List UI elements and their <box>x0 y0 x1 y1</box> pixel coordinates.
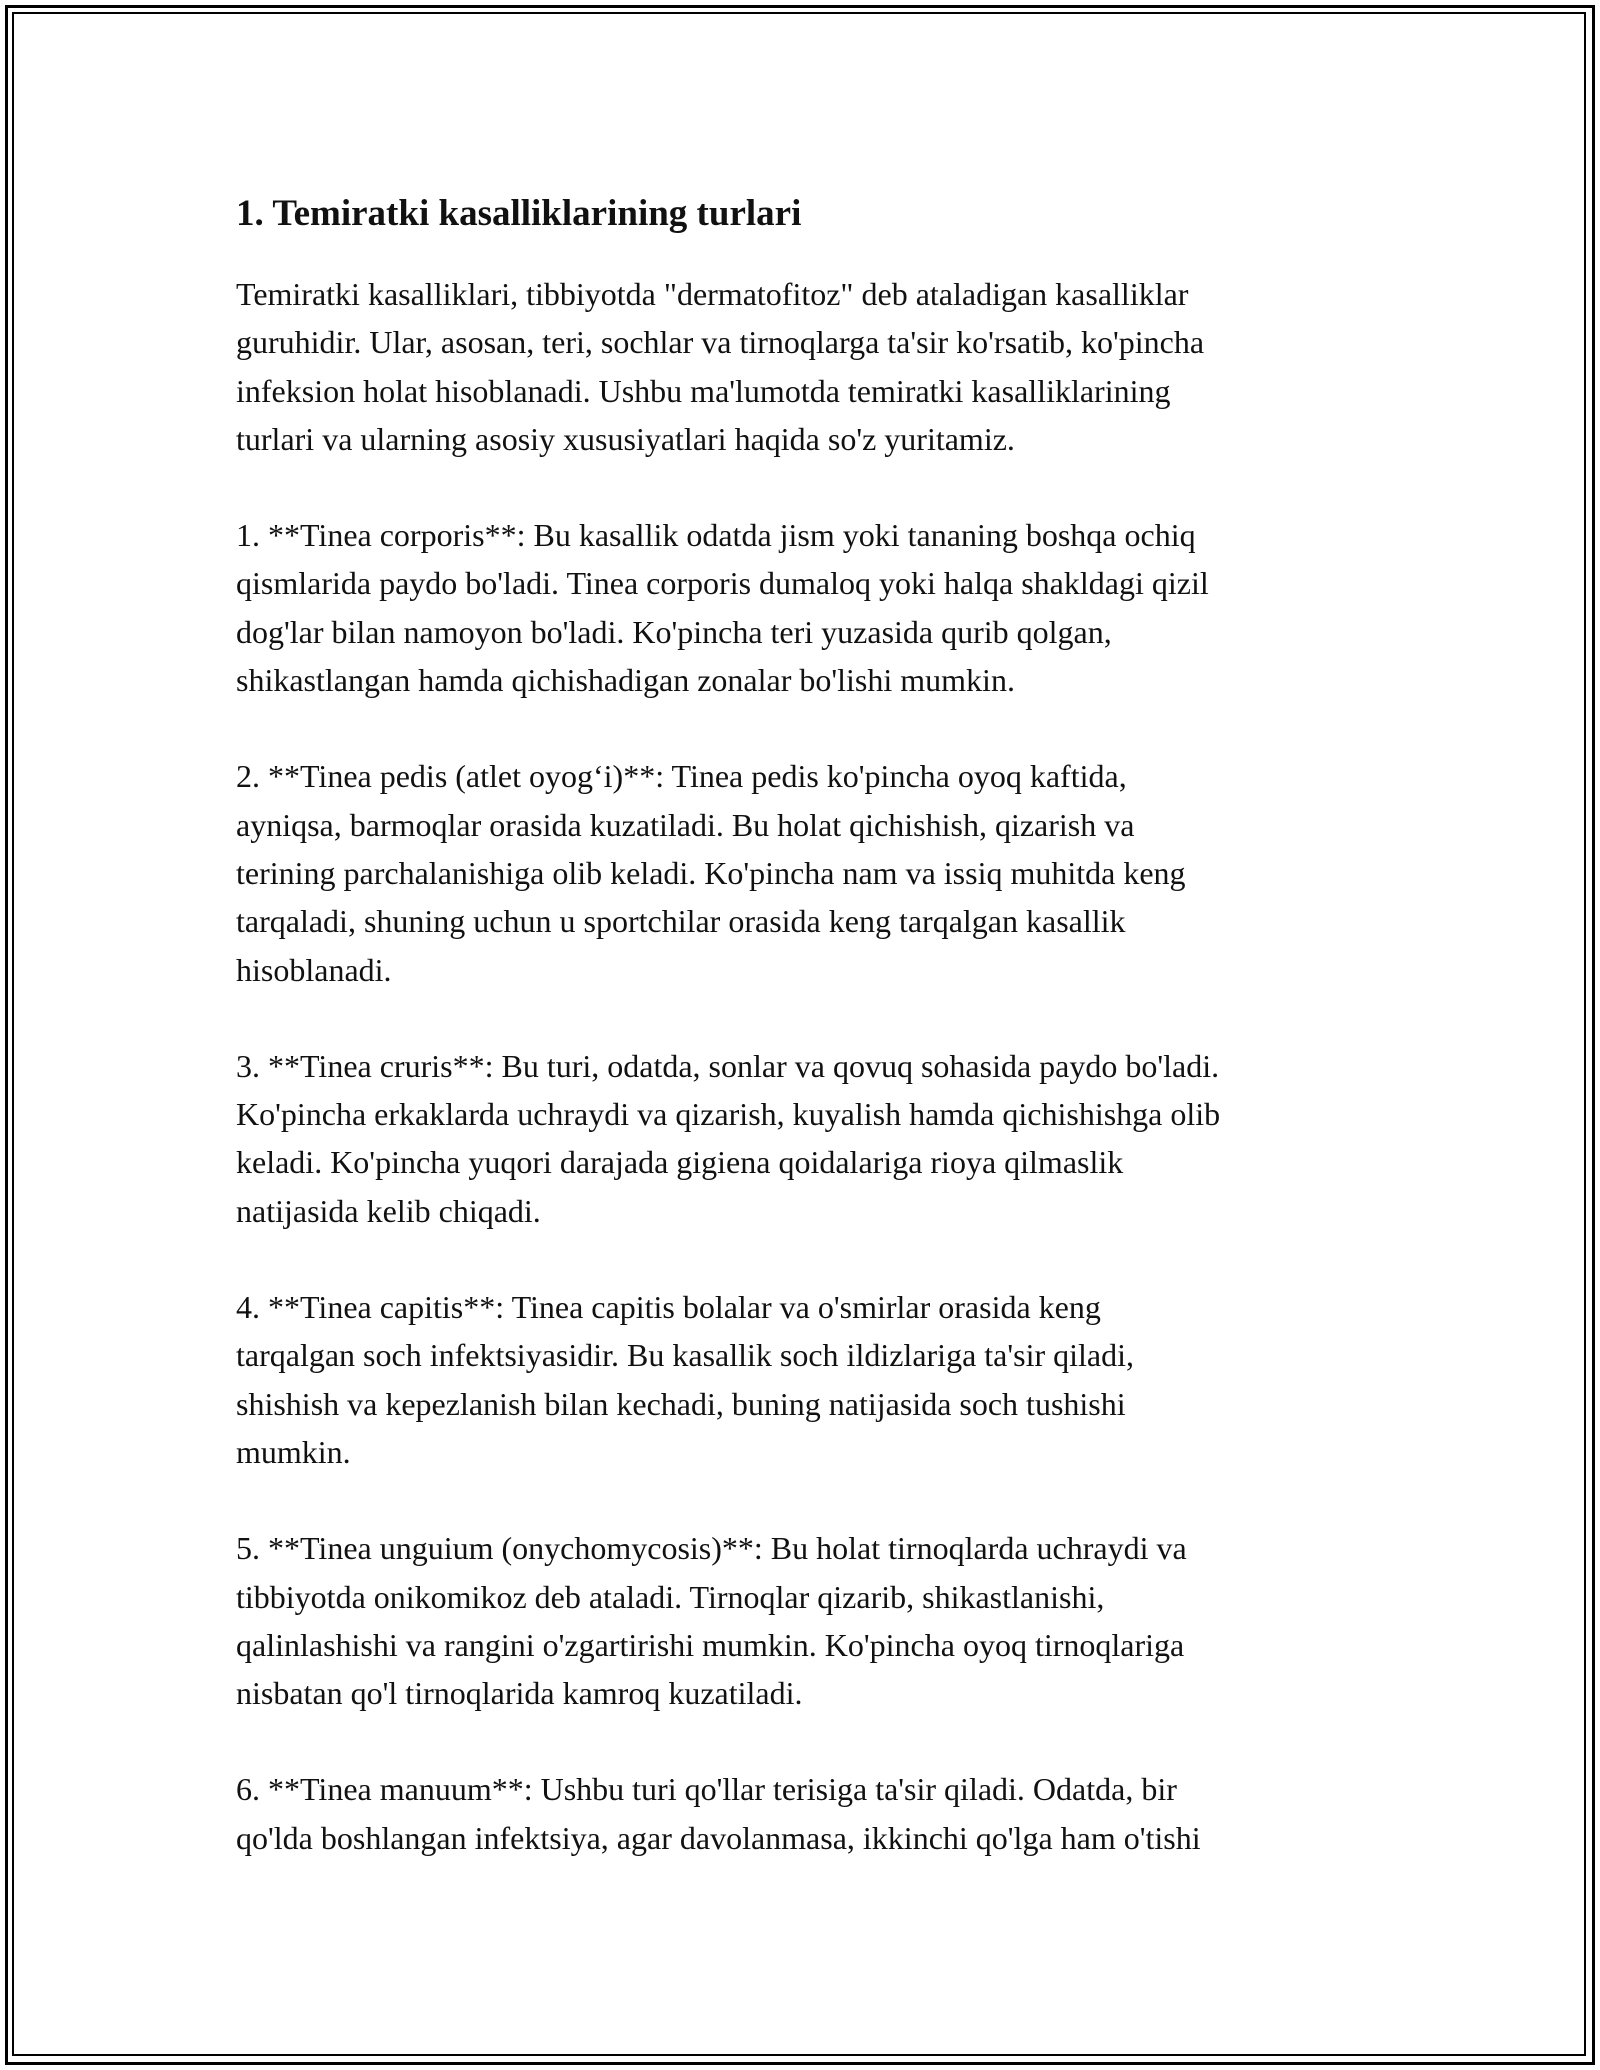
text-line: nisbatan qo'l tirnoqlarida kamroq kuzatiladi. <box>236 1675 803 1712</box>
document-body <box>236 186 1376 1910</box>
text-line: 4. **Tinea capitis**: Tinea capitis bolalar va o'smirlar orasida keng <box>236 1289 1101 1326</box>
text-line: 6. **Tinea manuum**: Ushbu turi qo'llar terisiga ta'sir qiladi. Odatda, bir <box>236 1771 1177 1808</box>
text-line: mumkin. <box>236 1433 351 1470</box>
text-line: hisoblanadi. <box>236 951 392 988</box>
text-line: shishish va kepezlanish bilan kechadi, buning natijasida soch tushishi <box>236 1385 1126 1422</box>
text-line: turlari va ularning asosiy xususiyatlari haqida so'z yuritamiz. <box>236 420 1015 457</box>
paragraph <box>236 511 1376 704</box>
text-line: tarqalgan soch infektsiyasidir. Bu kasallik soch ildizlariga ta'sir qiladi, <box>236 1337 1134 1374</box>
paragraph <box>236 270 1376 463</box>
text-line: shikastlangan hamda qichishadigan zonalar bo'lishi mumkin. <box>236 662 1015 699</box>
text-line: Temiratki kasalliklari, tibbiyotda "dermatofitoz" deb ataladigan kasalliklar <box>236 276 1189 312</box>
text-line: 1. **Tinea corporis**: Bu kasallik odatda jism yoki tananing boshqa ochiq <box>236 517 1196 554</box>
text-line: tarqaladi, shuning uchun u sportchilar orasida keng tarqalgan kasallik <box>236 903 1126 940</box>
text-line: terining parchalanishiga olib keladi. Ko'pincha nam va issiq muhitda keng <box>236 854 1186 891</box>
text-line: 2. **Tinea pedis (atlet oyog‘i)**: Tinea pedis ko'pincha oyoq kaftida, <box>236 758 1127 795</box>
text-line: guruhidir. Ular, asosan, teri, sochlar va tirnoqlarga ta'sir ko'rsatib, ko'pincha <box>236 324 1205 361</box>
text-line: qismlarida paydo bo'ladi. Tinea corporis dumaloq yoki halqa shakldagi qizil <box>236 565 1209 602</box>
text-line: dog'lar bilan namoyon bo'ladi. Ko'pincha teri yuzasida qurib qolgan, <box>236 613 1112 650</box>
text-line: ayniqsa, barmoqlar orasida kuzatiladi. Bu holat qichishish, qizarish va <box>236 806 1135 843</box>
paragraph <box>236 752 1376 993</box>
text-line: 3. **Tinea cruris**: Bu turi, odatda, sonlar va qovuq sohasida paydo bo'ladi. <box>236 1047 1220 1084</box>
text-line: 5. **Tinea unguium (onychomycosis)**: Bu holat tirnoqlarda uchraydi va <box>236 1530 1187 1567</box>
text-line: qalinlashishi va rangini o'zgartirishi mumkin. Ko'pincha oyoq tirnoqlariga <box>236 1626 1185 1663</box>
paragraph <box>236 1524 1376 1717</box>
paragraph-list <box>236 270 1376 1862</box>
paragraph <box>236 1765 1376 1862</box>
text-line: keladi. Ko'pincha yuqori darajada gigiena qoidalariga rioya qilmaslik <box>236 1144 1124 1181</box>
paragraph <box>236 1283 1376 1476</box>
text-line: Ko'pincha erkaklarda uchraydi va qizarish, kuyalish hamda qichishishga olib <box>236 1096 1221 1133</box>
text-line: natijasida kelib chiqadi. <box>236 1192 541 1229</box>
paragraph <box>236 1042 1376 1235</box>
section-heading: 1. Temiratki kasalliklarining turlari <box>236 193 802 234</box>
text-line: qo'lda boshlangan infektsiya, agar davolanmasa, ikkinchi qo'lga ham o'tishi <box>236 1819 1201 1856</box>
text-line: tibbiyotda onikomikoz deb ataladi. Tirnoqlar qizarib, shikastlanishi, <box>236 1578 1105 1615</box>
text-line: infeksion holat hisoblanadi. Ushbu ma'lumotda temiratki kasalliklarining <box>236 372 1171 409</box>
